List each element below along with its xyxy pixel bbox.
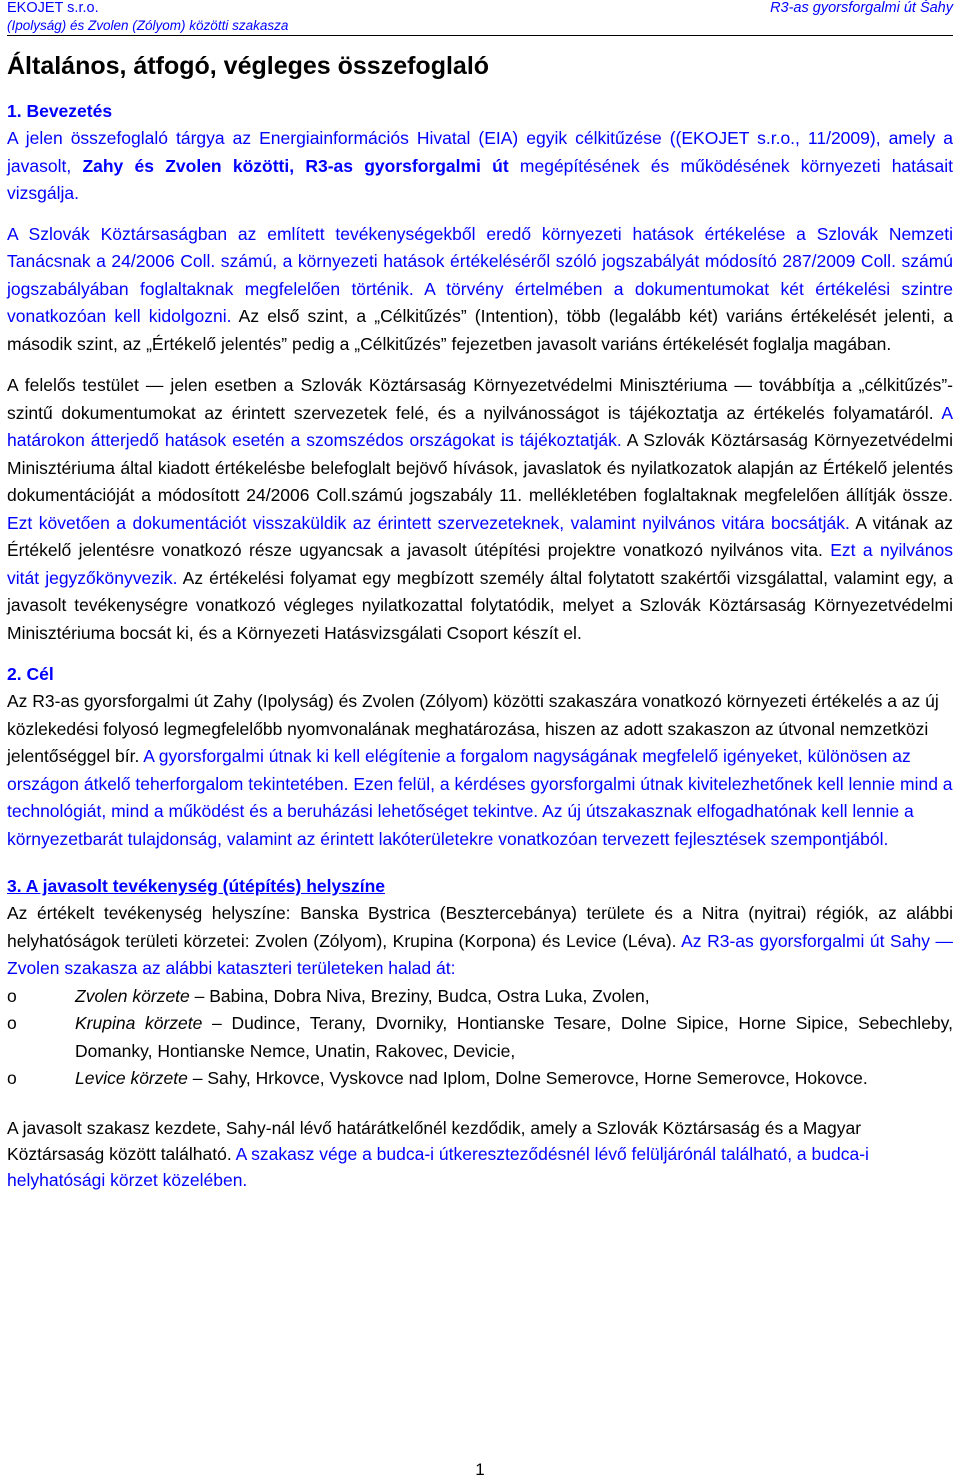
s3-p1-a: Az értékelt tevékenység helyszíne: Banska Bystrica (Besztercebánya) területe és a Nitra (nyitrai) régiók, az alábbi helyhatóságok területi körzetei: Zvolen (Zólyom), Krupina (Korpona) és Levice (Léva). [7,903,953,951]
s1-p1-b: Zahy és Zvolen közötti, R3-as gyorsforgalmi út [82,155,509,176]
district-name: Zvolen körzete [75,985,190,1006]
district-separator: – [187,1068,208,1088]
s1-p2-b: számú, a környezeti hatások értékeléséről szóló jogszabályát módosító 287/2009 Coll. számú jogszabályában foglaltaknak megfelelően történik. A törvény értelmében a dokumentumokat két értékelési szintre vonatkozóan kell kidolgozni. [7,251,954,326]
district-list [7,983,953,1093]
header-section: (Ipolyság) és Zvolen (Zólyom) közötti szakasza [7,18,289,33]
s1-p3-b: A határokon átterjedő hatások esetén a szomszédos országokat is tájékoztatják. [7,402,953,450]
district-places: Sahy, Hrkovce, Vyskovce nad Iplom, Dolne Semerovce, Horne Semerovce, Hokovce. [207,1068,868,1088]
district-separator: – [202,1013,232,1033]
page-title: Általános, átfogó, végleges összefoglaló [7,52,490,80]
section-1-paragraph-3 [7,372,953,647]
section-3-paragraph-2 [7,1115,953,1193]
section-1-paragraph-2 [7,221,953,359]
list-bullet: o [7,1068,17,1088]
s1-p3-e: A vitának az Értékelő jelentésre vonatkozó része ugyancsak a javasolt útépítési projektre vonatkozó nyilvános vita. [7,512,953,560]
district-name: Levice körzete [75,1068,188,1088]
s1-p3-f: Ezt a nyilvános vitát jegyzőkönyvezik. [7,540,953,588]
list-bullet: o [7,985,17,1006]
s3-p1-b: Az R3-as gyorsforgalmi út Sahy —Zvolen szakasza az alábbi kataszteri területeken halad át: [7,930,953,978]
s1-p2-c: Az első szint, a „Célkitűzés” (Intention), több (legalább két) variáns értékelését jelenti, a második szint, az „Értékelő jelentés” pedig a „Célkitűzés” fejezetben javasolt variáns értékelését foglalja magában. [7,306,953,354]
section-3-paragraph-1 [7,900,953,983]
section-2-heading: 2. Cél [7,664,54,684]
s1-p1-c: megépítésének és működésének környezeti hatásait vizsgálja. [7,155,953,203]
s2-p1-c: Ezen felül, a kérdéses gyorsforgalmi útnak kivitelezhetőnek kell lennie mind a technológiát, mind a működést és a beruházási lehetőséget tekintve. [7,773,953,821]
header-divider [7,35,953,36]
document-body [7,44,953,1193]
section-3-heading [7,873,953,900]
section-1-heading: 1. Bevezetés [7,101,113,121]
list-item [7,1065,953,1093]
district-places: Babina, Dobra Niva, Breziny, Budca, Ostra Luka, Zvolen, [209,985,650,1006]
list-bullet: o [7,1013,17,1033]
district-name: Krupina körzete [75,1013,203,1033]
s2-p1-d: Az új útszakasznak elfogadhatónak kell lennie a környezetbarát tulajdonság, valamint az érintett lakóterületekre vonatkozóan tervezett fejlesztések szempontjából. [7,801,914,849]
s3-p2-b: A szakasz vége a budca-i útkereszteződésnél lévő felüljárónál található, a budca-i helyhatósági körzet közelében. [7,1143,869,1190]
s2-p1-a: Az R3-as gyorsforgalmi út Zahy (Ipolyság) és Zvolen (Zólyom) közötti szakaszára vonatkozó környezeti értékelés a az új közlekedési folyosó legmegfelelőbb nyomvonalának meghatározása, hiszen az adott szakaszon az útvonal nemzetközi jelentőséggel bír. [7,691,939,766]
s3-p2-a: A javasolt szakasz kezdete, Sahy-nál lévő határátkelőnél kezdődik, amely a Szlovák Köztársaság és a Magyar Köztársaság között található. [7,1117,862,1164]
section-3-heading-text: 3. A javasolt tevékenység (útépítés) helyszíne [7,876,386,896]
s1-p2-a: A Szlovák Köztársaságban az említett tevékenységekből eredő környezeti hatások értékelése a Szlovák Nemzeti Tanácsnak a 24/2006 Coll. [7,223,953,271]
s1-p3-d: Ezt követően a dokumentációt visszaküldik az érintett szervezeteknek, valamint nyilvános vitára bocsátják. [7,512,850,533]
page-header [7,0,953,34]
list-item [7,1010,953,1065]
section-1-paragraph-1 [7,125,953,208]
page-number: 1 [475,1460,485,1479]
s1-p3-g: Az értékelési folyamat egy megbízott személy által folytatott szakértői vizsgálattal, valamint egy, a javasolt tevékenységre vonatkozó végleges nyilatkozattal folytatódik, melyet a Szlovák Köztársaság Környezetvédelmi Minisztériuma bocsát ki, és a Környezeti Hatásvizsgálati Csoport készít el. [7,567,953,643]
s1-p3-c: A Szlovák Köztársaság Környezetvédelmi Minisztériuma által kiadott értékelésbe belefoglalt bejövő hívások, javaslatok és nyilatkozatok alapján az Értékelő jelentés dokumentációját a módosított 24/2006 Coll.számú jogszabály 11. mellékletében foglaltaknak megfelelően állítják össze. [7,430,953,505]
district-places: Dudince, Terany, Dvorniky, Hontianske Tesare, Dolne Sipice, Horne Sipice, Sebechleby, Domanky, Hontianske Nemce, Unatin, Rakovec, Devicie, [75,1013,953,1061]
list-item [7,983,953,1011]
header-road: R3-as gyorsforgalmi út Šahy [770,0,953,16]
s1-p1-a: A jelen összefoglaló tárgya az Energiainformációs Hivatal (EIA) egyik célkitűzése ((EKOJET s.r.o., 11/2009), amely a javasolt, [7,128,953,176]
header-company: EKOJET s.r.o. [7,0,99,16]
s1-p3-a: A felelős testület — jelen esetben a Szlovák Köztársaság Környezetvédelmi Minisztériuma — továbbítja a „célkitűzés”-szintű dokumentumokat az érintett szervezetek felé, és a nyilvánosságot is tájékoztatja az értékelés folyamatáról. [7,375,953,423]
district-separator: – [189,985,210,1006]
s2-p1-b: A gyorsforgalmi útnak ki kell elégítenie a forgalom nagyságának megfelelő igényeket, különösen az országon átkelő teherforgalom tekintetében. [7,746,911,794]
section-2-paragraph-1 [7,688,953,853]
header-left [7,0,288,34]
